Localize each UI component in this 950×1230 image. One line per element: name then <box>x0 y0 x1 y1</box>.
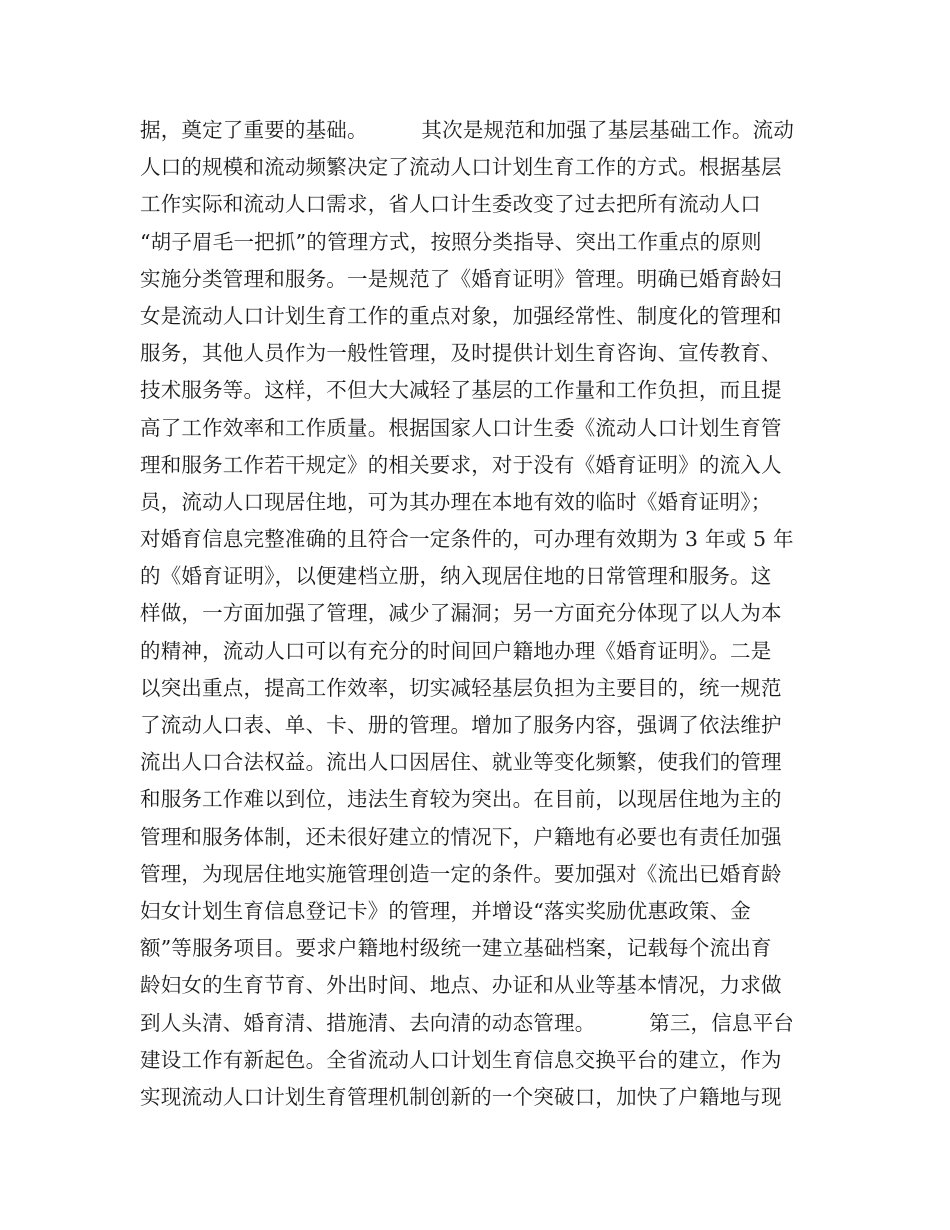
text-line: 服务，其他人员作为一般性管理，及时提供计划生育咨询、宣传教育、 <box>140 341 782 366</box>
text-line: 管理，为现居住地实施管理创造一定的条件。要加强对《流出已婚育龄 <box>140 861 782 886</box>
text-line: 技术服务等。这样，不但大大减轻了基层的工作量和工作负担，而且提 <box>140 378 782 403</box>
body-text <box>140 112 830 1116</box>
text-line: 的《婚育证明》，以便建档立册，纳入现居住地的日常管理和服务。这 <box>140 564 772 589</box>
text-line: 高了工作效率和工作质量。根据国家人口计生委《流动人口计划生育管 <box>140 415 782 440</box>
text-line: 理和服务工作若干规定》的相关要求，对于没有《婚育证明》的流入人 <box>140 452 782 477</box>
text-line: 样做，一方面加强了管理，减少了漏洞；另一方面充分体现了以人为本 <box>140 601 782 626</box>
text-line: 人口的规模和流动频繁决定了流动人口计划生育工作的方式。根据基层 <box>140 155 782 180</box>
text-line: 建设工作有新起色。全省流动人口计划生育信息交换平台的建立，作为 <box>140 1047 782 1072</box>
text-line: 女是流动人口计划生育工作的重点对象，加强经常性、制度化的管理和 <box>140 303 782 328</box>
text-line: 工作实际和流动人口需求，省人口计生委改变了过去把所有流动人口 <box>140 192 761 217</box>
text-line: “胡子眉毛一把抓”的管理方式，按照分类指导、突出工作重点的原则 <box>140 229 762 254</box>
text-line: 以突出重点，提高工作效率，切实减轻基层负担为主要目的，统一规范 <box>140 675 782 700</box>
text-line: 流出人口合法权益。流出人口因居住、就业等变化频繁，使我们的管理 <box>140 750 782 775</box>
text-line: 据，奠定了重要的基础。 其次是规范和加强了基层基础工作。流动 <box>140 118 795 142</box>
text-line: 管理和服务体制，还未很好建立的情况下，户籍地有必要也有责任加强 <box>140 824 782 849</box>
text-line: 实现流动人口计划生育管理机制创新的一个突破口，加快了户籍地与现 <box>140 1084 782 1109</box>
text-line: 实施分类管理和服务。一是规范了《婚育证明》管理。明确已婚育龄妇 <box>140 266 782 291</box>
text-line: 妇女计划生育信息登记卡》的管理，并增设“落实奖励优惠政策、金 <box>140 898 751 923</box>
text-line: 对婚育信息完整准确的且符合一定条件的，可办理有效期为 3 年或 5 年 <box>140 527 794 552</box>
text-line: 到人头清、婚育清、措施清、去向清的动态管理。 第三，信息平台 <box>140 1010 795 1035</box>
text-line: 员，流动人口现居住地，可为其办理在本地有效的临时《婚育证明》； <box>140 489 772 514</box>
text-line: 了流动人口表、单、卡、册的管理。增加了服务内容，强调了依法维护 <box>140 713 782 737</box>
text-line: 龄妇女的生育节育、外出时间、地点、办证和从业等基本情况，力求做 <box>140 973 782 998</box>
text-line: 的精神，流动人口可以有充分的时间回户籍地办理《婚育证明》。二是 <box>140 638 772 663</box>
text-line: 额”等服务项目。要求户籍地村级统一建立基础档案，记载每个流出育 <box>140 936 772 961</box>
text-line: 和服务工作难以到位，违法生育较为突出。在目前，以现居住地为主的 <box>140 787 782 812</box>
